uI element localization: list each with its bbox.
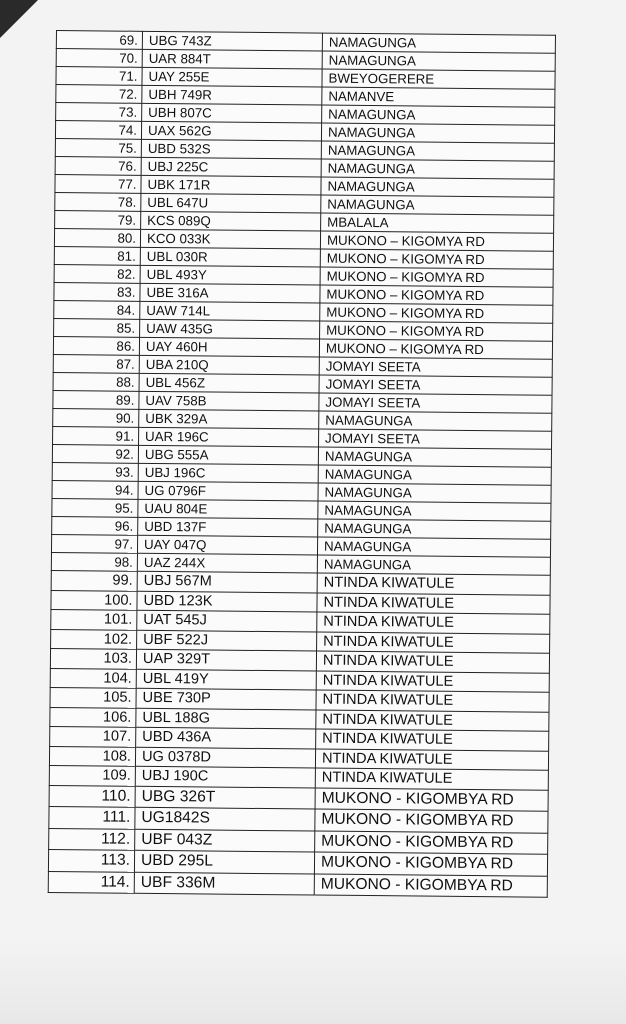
location: NAMAGUNGA — [322, 51, 555, 71]
location: MUKONO – KIGOMYA RD — [320, 285, 553, 305]
row-number: 107. — [50, 726, 136, 746]
row-number: 88. — [53, 372, 139, 391]
registration-number: UBG 555A — [138, 445, 318, 465]
location: NAMAGUNGA — [321, 123, 554, 143]
registration-number: UAY 255E — [142, 67, 322, 87]
location: MUKONO - KIGOMBYA RD — [315, 788, 548, 812]
row-number: 81. — [54, 246, 140, 265]
location: NTINDA KIWATULE — [315, 749, 548, 771]
row-number: 98. — [51, 552, 137, 571]
location: NAMAGUNGA — [321, 195, 554, 215]
registration-number: UBJ 567M — [137, 571, 317, 592]
row-number: 86. — [53, 336, 139, 355]
registration-number: UBJ 225C — [141, 157, 321, 177]
location: NAMAGUNGA — [322, 33, 555, 53]
table-row — [48, 871, 547, 897]
registration-number: UBE 316A — [140, 283, 320, 303]
registration-number: UAX 562G — [141, 121, 321, 141]
row-number: 92. — [52, 444, 138, 463]
registration-number: UBG 326T — [135, 786, 315, 809]
row-number: 83. — [54, 282, 140, 301]
location: MUKONO – KIGOMYA RD — [320, 249, 553, 269]
registration-number: UAY 047Q — [137, 535, 317, 555]
registration-number: UAP 329T — [136, 649, 316, 670]
row-number: 84. — [54, 300, 140, 319]
location: BWEYOGERERE — [322, 69, 555, 89]
registration-number: UAR 884T — [142, 49, 322, 69]
registration-number: KCO 033K — [140, 229, 320, 249]
row-number: 74. — [55, 121, 141, 140]
row-number: 106. — [50, 707, 136, 727]
location: MUKONO – KIGOMYA RD — [319, 339, 552, 359]
row-number: 79. — [55, 210, 141, 229]
row-number: 80. — [54, 228, 140, 247]
location: JOMAYI SEETA — [319, 375, 552, 395]
location: NAMANVE — [322, 87, 555, 107]
registration-number: UBK 329A — [139, 409, 319, 429]
row-number: 101. — [51, 609, 137, 629]
registration-number: UBL 188G — [136, 708, 316, 729]
registration-number: UBL 419Y — [136, 669, 316, 690]
location: NAMAGUNGA — [318, 519, 551, 539]
registration-number: UBD 436A — [136, 727, 316, 748]
location: NAMAGUNGA — [322, 105, 555, 125]
location: NTINDA KIWATULE — [316, 729, 549, 751]
location: NAMAGUNGA — [317, 537, 550, 557]
location: NAMAGUNGA — [321, 141, 554, 161]
registration-number: UBG 743Z — [142, 31, 322, 51]
registration-number: UBH 807C — [142, 103, 322, 123]
row-number: 87. — [53, 354, 139, 373]
row-number: 111. — [49, 806, 135, 828]
registration-number: UAU 804E — [138, 499, 318, 519]
location: JOMAYI SEETA — [319, 357, 552, 377]
registration-number: UAW 435G — [140, 319, 320, 339]
registration-number: UBF 043Z — [135, 829, 315, 852]
row-number: 104. — [50, 668, 136, 688]
registration-number: UG 0796F — [138, 481, 318, 501]
registration-number: UAR 196C — [139, 427, 319, 447]
registration-number: UBL 456Z — [139, 373, 319, 393]
row-number: 90. — [53, 408, 139, 427]
registration-number: UAT 545J — [137, 610, 317, 631]
location: MUKONO – KIGOMYA RD — [320, 303, 553, 323]
row-number: 103. — [50, 648, 136, 668]
row-number: 94. — [52, 480, 138, 499]
location: NAMAGUNGA — [318, 447, 551, 467]
registration-number: UBD 137F — [138, 517, 318, 537]
row-number: 85. — [54, 318, 140, 337]
row-number: 70. — [56, 49, 142, 68]
registration-number: UG 0378D — [135, 747, 315, 768]
registration-number: KCS 089Q — [141, 211, 321, 231]
location: NTINDA KIWATULE — [316, 651, 549, 673]
location: MBALALA — [321, 213, 554, 233]
row-number: 78. — [55, 192, 141, 211]
row-number: 96. — [52, 516, 138, 535]
registration-number: UBH 749R — [142, 85, 322, 105]
row-number: 71. — [56, 67, 142, 86]
location: NTINDA KIWATULE — [317, 612, 550, 634]
row-number: 75. — [55, 138, 141, 157]
page-bottom-margin — [0, 940, 626, 1024]
location: NTINDA KIWATULE — [316, 671, 549, 693]
row-number: 82. — [54, 264, 140, 283]
document-page — [47, 30, 556, 935]
registration-number: UBF 522J — [137, 630, 317, 651]
location: NTINDA KIWATULE — [317, 573, 550, 595]
location: NAMAGUNGA — [321, 159, 554, 179]
registration-number: UBL 647U — [141, 193, 321, 213]
table-body — [48, 31, 555, 898]
registration-number: UBD 295L — [134, 850, 314, 873]
location: NAMAGUNGA — [317, 555, 550, 575]
registration-number: UBE 730P — [136, 688, 316, 709]
row-number: 102. — [51, 629, 137, 649]
registration-number: UBF 336M — [134, 872, 314, 895]
row-number: 69. — [56, 31, 142, 50]
location: NAMAGUNGA — [318, 465, 551, 485]
registration-number: UBL 493Y — [140, 265, 320, 285]
registration-number: UBA 210Q — [139, 355, 319, 375]
location: NAMAGUNGA — [321, 177, 554, 197]
registration-number: UAZ 244X — [137, 553, 317, 573]
location: NAMAGUNGA — [319, 411, 552, 431]
location: NAMAGUNGA — [318, 483, 551, 503]
location: NTINDA KIWATULE — [316, 690, 549, 712]
registration-number: UBD 123K — [137, 591, 317, 612]
row-number: 109. — [49, 765, 135, 785]
location: MUKONO - KIGOMBYA RD — [314, 874, 547, 898]
location: MUKONO - KIGOMBYA RD — [314, 852, 547, 876]
row-number: 95. — [52, 498, 138, 517]
row-number: 97. — [51, 534, 137, 553]
row-number: 72. — [56, 85, 142, 104]
row-number: 89. — [53, 390, 139, 409]
row-number: 73. — [56, 103, 142, 122]
registration-number: UG1842S — [135, 807, 315, 830]
location: JOMAYI SEETA — [319, 429, 552, 449]
location: NTINDA KIWATULE — [317, 632, 550, 654]
registration-number: UAY 460H — [139, 337, 319, 357]
row-number: 76. — [55, 156, 141, 175]
registration-number: UAW 714L — [140, 301, 320, 321]
row-number: 100. — [51, 590, 137, 610]
registration-number: UBL 030R — [140, 247, 320, 267]
row-number: 93. — [52, 462, 138, 481]
location: MUKONO – KIGOMYA RD — [320, 231, 553, 251]
page-corner-shadow — [0, 0, 38, 38]
registration-number: UAV 758B — [139, 391, 319, 411]
location: NTINDA KIWATULE — [316, 710, 549, 732]
location: MUKONO - KIGOMBYA RD — [315, 831, 548, 855]
registration-number: UBD 532S — [141, 139, 321, 159]
row-number: 112. — [49, 828, 135, 850]
registration-number: UBJ 190C — [135, 766, 315, 787]
location: MUKONO – KIGOMYA RD — [320, 267, 553, 287]
registration-number: UBJ 196C — [138, 463, 318, 483]
row-number: 114. — [48, 871, 134, 893]
row-number: 77. — [55, 174, 141, 193]
row-number: 99. — [51, 570, 137, 590]
row-number: 91. — [53, 426, 139, 445]
location: MUKONO - KIGOMBYA RD — [315, 809, 548, 833]
row-number: 108. — [49, 746, 135, 766]
location: NAMAGUNGA — [318, 501, 551, 521]
location: NTINDA KIWATULE — [315, 768, 548, 790]
vehicle-location-table — [48, 30, 556, 898]
location: MUKONO – KIGOMYA RD — [320, 321, 553, 341]
row-number: 113. — [48, 849, 134, 871]
row-number: 105. — [50, 687, 136, 707]
registration-number: UBK 171R — [141, 175, 321, 195]
location: NTINDA KIWATULE — [317, 593, 550, 615]
row-number: 110. — [49, 785, 135, 807]
location: JOMAYI SEETA — [319, 393, 552, 413]
